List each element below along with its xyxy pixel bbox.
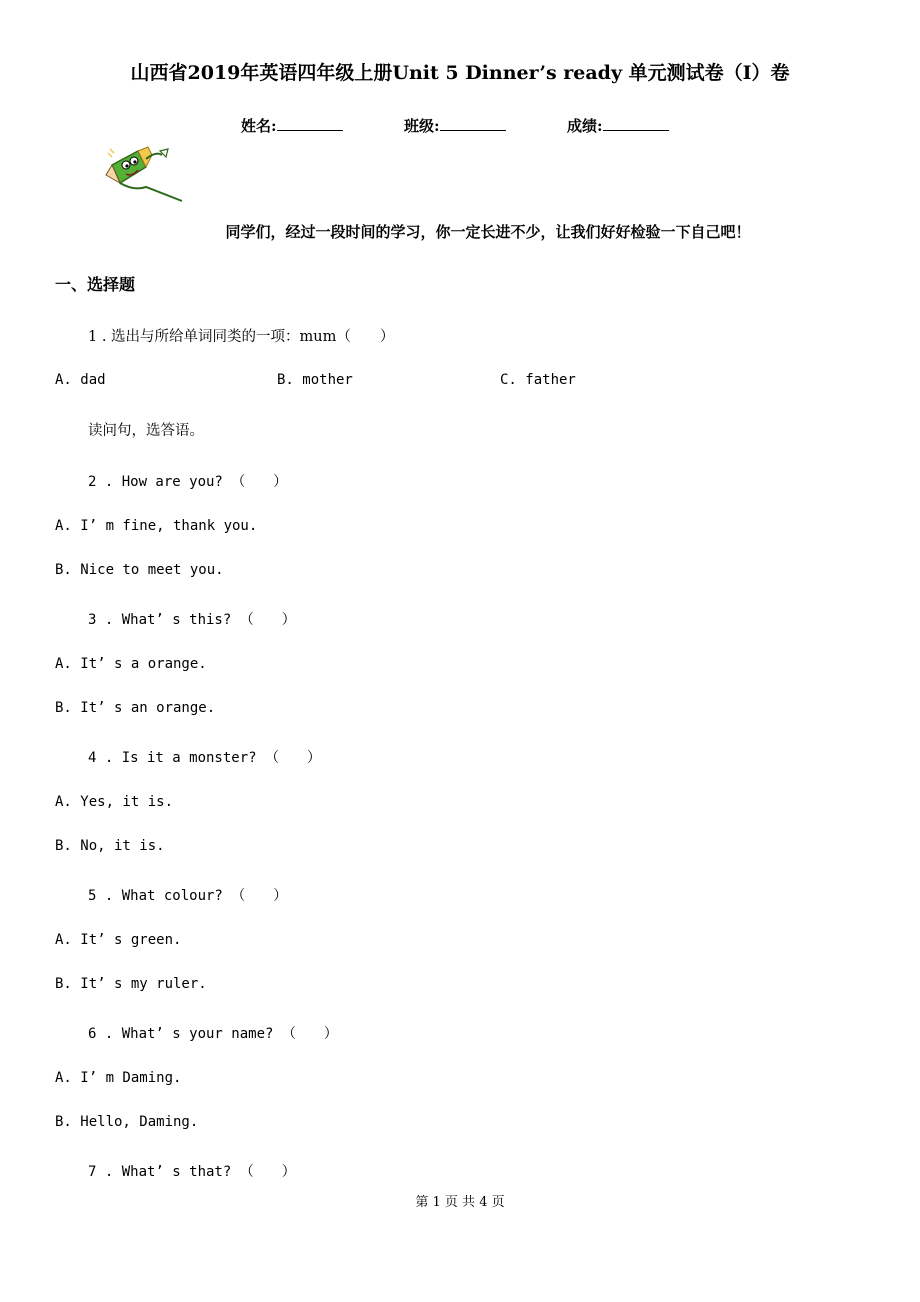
- pencil-mascot-icon: [104, 141, 186, 205]
- page-footer: 第 1 页 共 4 页: [415, 1195, 505, 1210]
- question-2-option-a[interactable]: A. I’ m fine, thank you.: [55, 518, 258, 534]
- question-1-option-c[interactable]: C. father: [500, 372, 576, 388]
- question-3-option-a[interactable]: A. It’ s a orange.: [55, 656, 207, 672]
- question-6-option-a[interactable]: A. I’ m Daming.: [55, 1070, 182, 1086]
- section-heading: 一、选择题: [55, 275, 136, 294]
- question-3-stem: 3 . What’ s this? （ ）: [88, 612, 296, 628]
- question-3-option-b[interactable]: B. It’ s an orange.: [55, 700, 216, 716]
- question-5-option-a[interactable]: A. It’ s green.: [55, 932, 182, 948]
- question-1-option-b[interactable]: B. mother: [277, 372, 353, 388]
- question-1-option-a[interactable]: A. dad: [55, 372, 106, 388]
- class-field[interactable]: [404, 115, 506, 136]
- page-title: 山西省2019年英语四年级上册Unit 5 Dinner’s ready 单元测试卷（I）卷: [130, 62, 790, 84]
- question-2-stem: 2 . How are you? （ ）: [88, 474, 288, 490]
- name-blank[interactable]: [277, 116, 343, 131]
- instruction-text: 读问句，选答语。: [88, 423, 204, 439]
- class-label: 班级:: [404, 117, 440, 135]
- question-5-stem: 5 . What colour? （ ）: [88, 888, 288, 904]
- question-5-option-b[interactable]: B. It’ s my ruler.: [55, 976, 207, 992]
- question-4-stem: 4 . Is it a monster? （ ）: [88, 750, 322, 766]
- question-1-stem: 1 . 选出与所给单词同类的一项：mum（ ）: [88, 329, 395, 345]
- question-6-option-b[interactable]: B. Hello, Daming.: [55, 1114, 199, 1130]
- score-label: 成绩:: [567, 117, 603, 135]
- question-4-option-b[interactable]: B. No, it is.: [55, 838, 165, 854]
- class-blank[interactable]: [440, 116, 506, 131]
- score-blank[interactable]: [603, 116, 669, 131]
- question-7-stem: 7 . What’ s that? （ ）: [88, 1164, 296, 1180]
- name-label: 姓名:: [241, 117, 277, 135]
- name-field[interactable]: [241, 115, 343, 136]
- question-2-option-b[interactable]: B. Nice to meet you.: [55, 562, 224, 578]
- score-field[interactable]: [567, 115, 669, 136]
- question-6-stem: 6 . What’ s your name? （ ）: [88, 1026, 338, 1042]
- question-4-option-a[interactable]: A. Yes, it is.: [55, 794, 174, 810]
- greeting-text: 同学们，经过一段时间的学习，你一定长进不少，让我们好好检验一下自己吧！: [225, 223, 751, 241]
